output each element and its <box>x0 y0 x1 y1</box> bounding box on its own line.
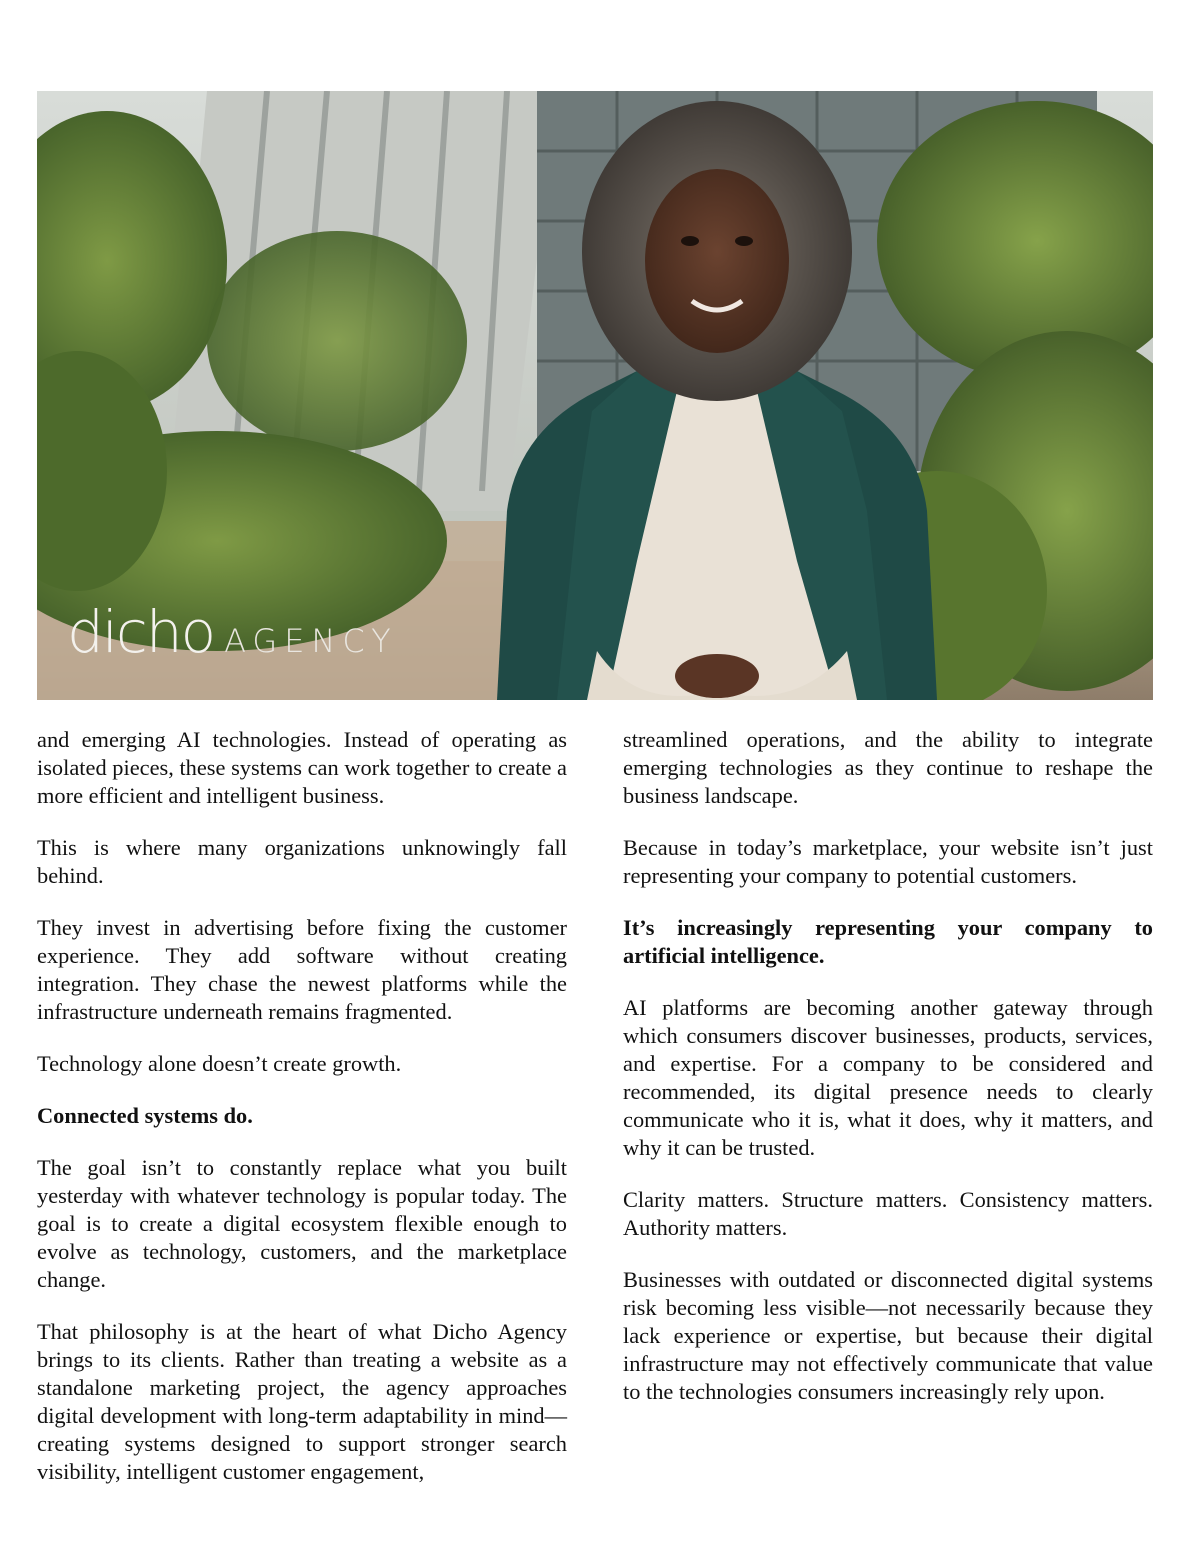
paragraph: Technology alone doesn’t create growth. <box>37 1051 402 1076</box>
paragraph: AI platforms are becoming another gateway through which consumers discover businesses, products, services, and expertise. For a company to be considered and recommended, its digital presence needs to clearly communicate who it is, what it does, why it matters, and why it can be trusted. <box>623 995 1153 1160</box>
logo-wordmark: dicho <box>67 598 215 666</box>
paragraph: The goal isn’t to constantly replace what you built yesterday with whatever technology is popular today. The goal is to create a digital ecosystem flexible enough to evolve as technology, customers, and the marketplace change. <box>37 1155 567 1292</box>
logo-tagline: AGENCY <box>224 622 398 660</box>
paragraph: and emerging AI technologies. Instead of operating as isolated pieces, these systems can work together to create a more efficient and intelligent business. <box>37 727 567 808</box>
paragraph: streamlined operations, and the ability to integrate emerging technologies as they continue to reshape the business landscape. <box>623 727 1153 808</box>
left-column <box>37 726 567 1510</box>
paragraph: Businesses with outdated or disconnected digital systems risk becoming less visible—not necessarily because they lack experience or expertise, but because their digital infrastructure may not effectively communicate that value to the technologies consumers increasingly rely upon. <box>623 1267 1153 1404</box>
bold-statement: It’s increasingly representing your company to artificial intelligence. <box>623 915 1153 968</box>
paragraph: Clarity matters. Structure matters. Consistency matters. Authority matters. <box>623 1187 1153 1240</box>
paragraph: They invest in advertising before fixing the customer experience. They add software without creating integration. They chase the newest platforms while the infrastructure underneath remains fragmented. <box>37 915 567 1024</box>
right-column <box>623 726 1153 1430</box>
hero-photo <box>37 91 1153 700</box>
paragraph: That philosophy is at the heart of what Dicho Agency brings to its clients. Rather than treating a website as a standalone marketing project, the agency approaches digital development with long-term adaptability in mind—creating systems designed to support stronger search visibility, intelligent customer engagement, <box>37 1319 567 1484</box>
bold-statement: Connected systems do. <box>37 1103 253 1128</box>
paragraph: Because in today’s marketplace, your website isn’t just representing your company to potential customers. <box>623 835 1153 888</box>
paragraph: This is where many organizations unknowingly fall behind. <box>37 835 567 888</box>
dicho-agency-logo <box>67 598 398 666</box>
